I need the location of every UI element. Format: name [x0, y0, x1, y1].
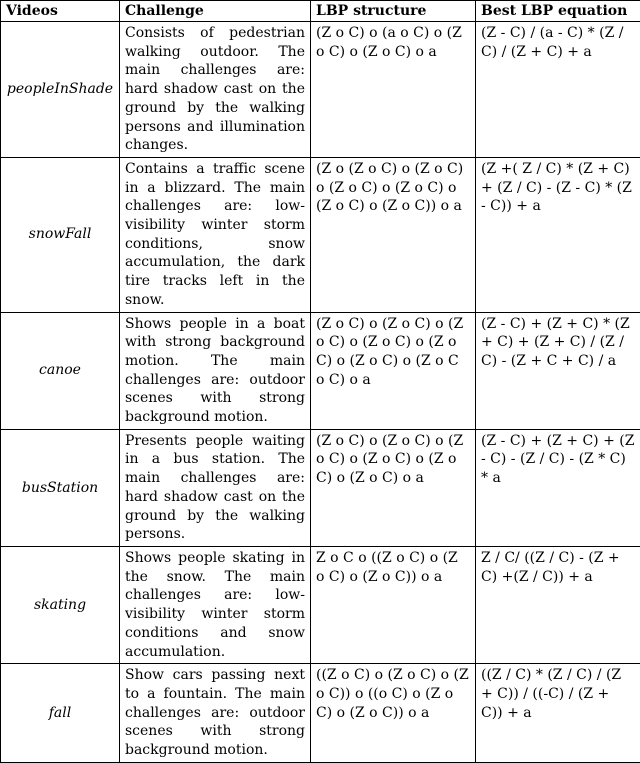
lbp-equation: (Z - C) / (a - C) * (Z / C) / (Z + C) + a	[476, 22, 640, 158]
lbp-equation: ((Z / C) * (Z / C) / (Z + C)) / ((-C) / (Z + C)) + a	[476, 664, 640, 763]
video-name: busStation	[1, 429, 120, 546]
challenge-text: Show cars passing next to a fountain. The main challenges are: outdoor scenes with strong background motion.	[120, 664, 311, 763]
video-name: peopleInShade	[1, 22, 120, 158]
video-name: skating	[1, 546, 120, 663]
challenge-text: Shows people skating in the snow. The main challenges are: low-visibility winter storm conditions and snow accumulation.	[120, 546, 311, 663]
header-lbp-structure: LBP structure	[311, 1, 476, 22]
table-row	[1, 22, 640, 158]
lbp-structure: (Z o C) o (Z o C) o (Z o C) o (Z o C) o (Z o C) o (Z o C) o a	[311, 429, 476, 546]
table-row	[1, 312, 640, 429]
lbp-equation: (Z - C) + (Z + C) * (Z + C) + (Z + C) / (Z / C) - (Z + C + C) / a	[476, 312, 640, 429]
challenge-text: Contains a traffic scene in a blizzard. The main challenges are: low-visibility winter storm conditions, snow accumulation, the dark tire tracks left in the snow.	[120, 157, 311, 312]
video-name: canoe	[1, 312, 120, 429]
challenge-text: Shows people in a boat with strong background motion. The main challenges are: outdoor scenes with strong background motion.	[120, 312, 311, 429]
table-row	[1, 157, 640, 312]
table-row	[1, 429, 640, 546]
header-challenge: Challenge	[120, 1, 311, 22]
lbp-equation: Z / C/ ((Z / C) - (Z + C) +(Z / C)) + a	[476, 546, 640, 663]
lbp-structure: (Z o (Z o C) o (Z o C) o (Z o C) o (Z o C) o (Z o C) o (Z o C)) o a	[311, 157, 476, 312]
lbp-structure: ((Z o C) o (Z o C) o (Z o C)) o ((o C) o (Z o C) o (Z o C)) o a	[311, 664, 476, 763]
lbp-structure: (Z o C) o (Z o C) o (Z o C) o (Z o C) o (Z o C) o (Z o C) o (Z o C o C) o a	[311, 312, 476, 429]
header-row	[1, 1, 640, 22]
challenge-text: Presents people waiting in a bus station. The main challenges are: hard shadow cast on the ground by the walking persons.	[120, 429, 311, 546]
lbp-equation: (Z - C) + (Z + C) + (Z - C) - (Z / C) - (Z * C) * a	[476, 429, 640, 546]
lbp-structure: Z o C o ((Z o C) o (Z o C) o (Z o C)) o a	[311, 546, 476, 663]
header-videos: Videos	[1, 1, 120, 22]
video-name: snowFall	[1, 157, 120, 312]
lbp-structure: (Z o C) o (a o C) o (Z o C) o (Z o C) o a	[311, 22, 476, 158]
video-name: fall	[1, 664, 120, 763]
table-row	[1, 546, 640, 663]
table-row	[1, 664, 640, 763]
lbp-equation: (Z +( Z / C) * (Z + C) + (Z / C) - (Z - C) * (Z - C)) + a	[476, 157, 640, 312]
header-best-lbp-equation: Best LBP equation	[476, 1, 640, 22]
challenge-text: Consists of pedestrian walking outdoor. The main challenges are: hard shadow cast on the ground by the walking persons and illumination changes.	[120, 22, 311, 158]
